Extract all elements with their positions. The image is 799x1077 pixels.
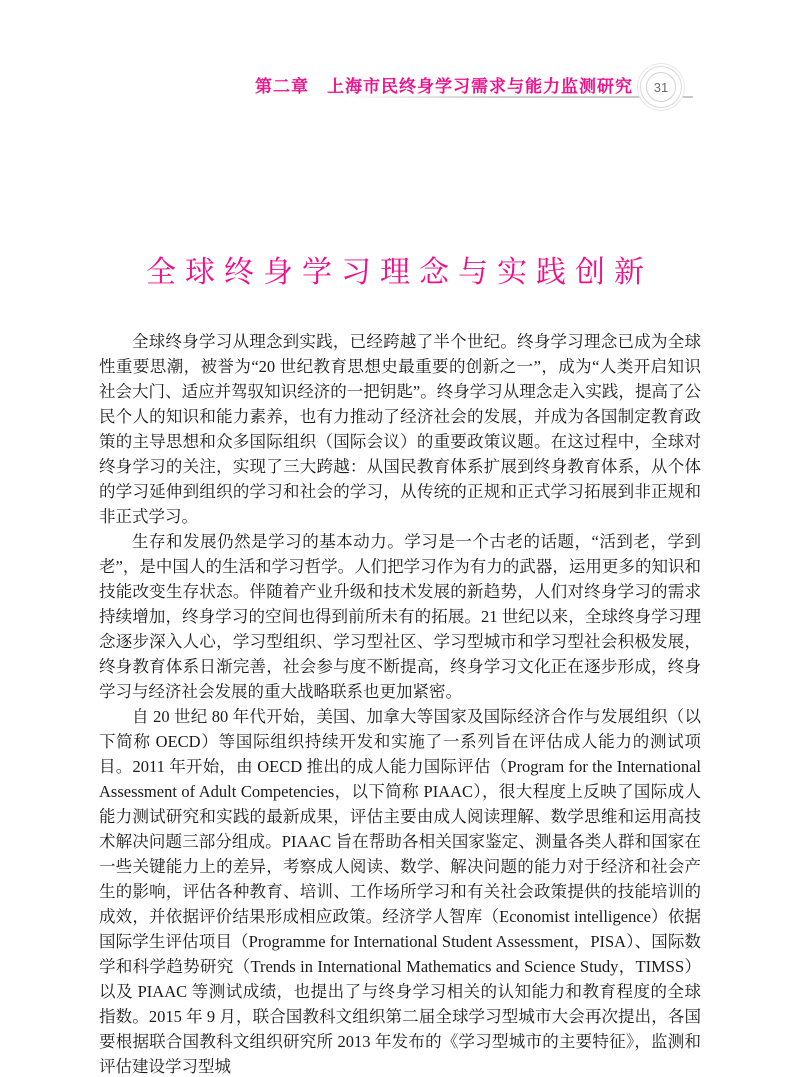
paragraph-2: 生存和发展仍然是学习的基本动力。学习是一个古老的话题，“活到老，学到老”，是中国人的生活和学习哲学。人们把学习作为有力的武器，运用更多的知识和技能改变生存状态。伴随着产业升级和技术发展的新趋势，人们对终身学习的需求持续增加，终身学习的空间也得到前所未有的拓展。21 世纪以来，全球终身学习理念逐步深入人心，学习型组织、学习型社区、学习型城市和学习型社会积极发展，终身教育体系日渐完善，社会参与度不断提高，终身学习文化正在逐步形成，终身学习与经济社会发展的重大战略联系也更加紧密。 — [99, 532, 701, 701]
chapter-header-text: 第二章 上海市民终身学习需求与能力监测研究 — [255, 77, 633, 96]
section-title: 全球终身学习理念与实践创新 — [146, 256, 653, 289]
paragraph-3: 自 20 世纪 80 年代开始，美国、加拿大等国家及国际经济合作与发展组织（以下简称 OECD）等国际组织持续开发和实施了一系列旨在评估成人能力的测试项目。2011 年开始，由 OECD 推出的成人能力国际评估（Program for the International Assessment of Adult Competencies，以下简称 PIAAC），很大程度上反映了国际成人能力测试研究和实践的最新成果，评估主要由成人阅读理解、数学思维和运用高技术解决问题三部分组成。PIAAC 旨在帮助各相关国家鉴定、测量各类人群和国家在一些关键能力上的差异，考察成人阅读、数学、解决问题的能力对于经济和社会产生的影响，评估各种教育、培训、工作场所学习和有关社会政策提供的技能培训的成效，并依据评价结果形成相应政策。经济学人智库（Economist intelligence）依据国际学生评估项目（Programme for International Student Assessment，PISA）、国际数学和科学趋势研究（Trends in International Mathematics and Science Study，TIMSS）以及 PIAAC 等测试成绩，也提出了与终身学习相关的认知能力和教育程度的全球指数。2015 年 9 月，联合国教科文组织第二届全球学习型城市大会再次提出，各国要根据联合国教科文组织研究所 2013 年发布的《学习型城市的主要特征》，监测和评估建设学习型城 — [99, 707, 701, 1076]
paragraph-1: 全球终身学习从理念到实践，已经跨越了半个世纪。终身学习理念已成为全球性重要思潮，被誉为“20 世纪教育思想史最重要的创新之一”，成为“人类开启知识社会大门、适应并驾驭知识经济的一把钥匙”。终身学习从理念走入实践，提高了公民个人的知识和能力素养，也有力推动了经济社会的发展，并成为各国制定教育政策的主导思想和众多国际组织（国际会议）的重要政策议题。在这过程中，全球对终身学习的关注，实现了三大跨越：从国民教育体系扩展到终身教育体系，从个体的学习延伸到组织的学习和社会的学习，从传统的正规和正式学习拓展到非正规和非正式学习。 — [99, 332, 701, 526]
page-number-badge — [640, 66, 682, 108]
page-number: 31 — [646, 72, 676, 102]
running-header — [0, 66, 799, 112]
body-text — [99, 329, 701, 1077]
header-row — [255, 66, 682, 108]
